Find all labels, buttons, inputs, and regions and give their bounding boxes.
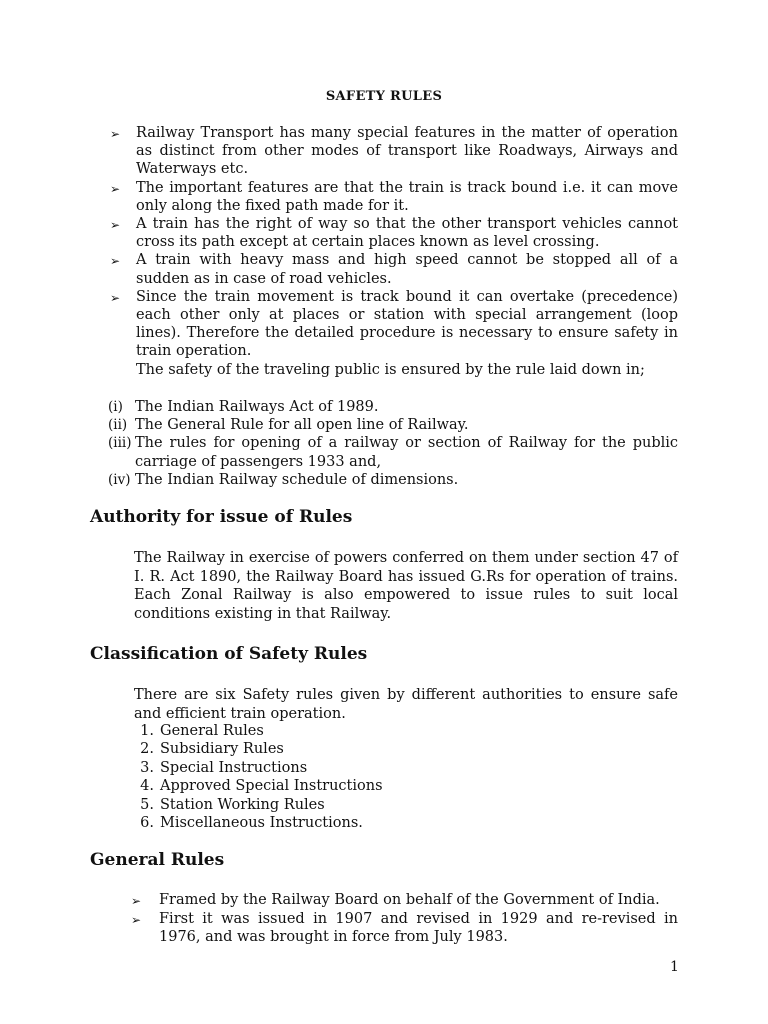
list-item-number: (ii) <box>108 417 128 434</box>
list-item <box>131 910 678 946</box>
list-item-text: The General Rule for all open line of Railway. <box>135 417 469 434</box>
arrowhead-bullet-icon: ➢ <box>110 181 121 196</box>
list-item <box>130 740 678 758</box>
list-item-number: (iv) <box>108 471 131 488</box>
list-item-text: Railway Transport has many special features in the matter of operation as distinct from other modes of transport like Roadways, Airways and Waterways etc. <box>136 125 678 178</box>
authority-heading: Authority for issue of Rules <box>90 507 353 527</box>
arrowhead-bullet-icon: ➢ <box>110 218 121 233</box>
list-item-number: 1. <box>140 723 154 739</box>
list-item-text: The rules for opening of a railway or section of Railway for the public carriage of passengers 1933 and, <box>135 435 678 470</box>
list-item-text: The important features are that the train is track bound i.e. it can move only along the fixed path made for it. <box>136 179 678 214</box>
list-item <box>108 416 678 434</box>
list-item-number: 5. <box>140 796 154 813</box>
list-item-text: Station Working Rules <box>160 796 325 813</box>
safety-followup-text: The safety of the traveling public is ensured by the rule laid down in; <box>136 361 645 378</box>
classification-paragraph: There are six Safety rules given by different authorities to ensure safe and efficient train operation. <box>134 687 678 722</box>
list-item-text: Framed by the Railway Board on behalf of the Government of India. <box>159 892 660 908</box>
list-item <box>130 722 678 740</box>
arrowhead-bullet-icon: ➢ <box>131 894 142 908</box>
list-item <box>110 215 678 251</box>
list-item-number: 6. <box>140 815 154 832</box>
list-item-text: Subsidiary Rules <box>160 741 284 758</box>
acts-list <box>108 398 678 489</box>
list-item <box>110 251 678 287</box>
list-item <box>130 796 678 814</box>
list-item-text: A train has the right of way so that the other transport vehicles cannot cross its path except at certain places known as level crossing. <box>136 216 678 251</box>
list-item-text: Special Instructions <box>160 759 308 776</box>
list-item-text: The Indian Railway schedule of dimensions. <box>135 471 459 488</box>
list-item-number: 2. <box>140 741 154 758</box>
list-item-text: Approved Special Instructions <box>160 778 383 795</box>
list-item <box>130 777 678 795</box>
list-item <box>108 471 678 489</box>
list-item <box>108 398 678 416</box>
list-item <box>130 814 678 832</box>
list-item-text: General Rules <box>160 723 264 739</box>
safety-rules-list <box>130 722 678 832</box>
list-item-text: First it was issued in 1907 and revised in 1929 and re-revised in 1976, and was brought in force from July 1983. <box>159 911 678 946</box>
classification-heading: Classification of Safety Rules <box>90 644 368 664</box>
list-item <box>110 288 678 379</box>
arrowhead-bullet-icon: ➢ <box>110 254 121 269</box>
list-item-number: 4. <box>140 778 154 795</box>
list-item-text: Miscellaneous Instructions. <box>160 815 363 832</box>
page-number: 1 <box>670 959 679 975</box>
list-item-text <box>136 288 678 379</box>
page-title: SAFETY RULES <box>325 89 443 104</box>
list-item <box>110 179 678 215</box>
list-item <box>108 434 678 470</box>
list-item <box>110 124 678 179</box>
list-item-text: The Indian Railways Act of 1989. <box>135 399 379 415</box>
arrowhead-bullet-icon: ➢ <box>110 290 121 305</box>
intro-bullet-list <box>110 124 678 379</box>
list-item-text-main: Since the train movement is track bound it can overtake (precedence) each other only at places or station with special arrangement (loop lines). Therefore the detailed procedure is necessary to ensure safety in train operation. <box>136 288 678 360</box>
arrowhead-bullet-icon: ➢ <box>131 913 142 928</box>
general-rules-heading: General Rules <box>90 850 225 870</box>
list-item-text: A train with heavy mass and high speed cannot be stopped all of a sudden as in case of road vehicles. <box>136 252 678 287</box>
general-rules-bullet-list <box>131 891 678 947</box>
list-item <box>130 759 678 777</box>
arrowhead-bullet-icon: ➢ <box>110 127 121 141</box>
list-item-number: (iii) <box>108 435 132 452</box>
list-item-number: (i) <box>108 399 123 415</box>
list-item <box>131 891 678 910</box>
authority-paragraph: The Railway in exercise of powers conferred on them under section 47 of I. R. Act 1890, the Railway Board has issued G.Rs for operation of trains. Each Zonal Railway is also empowered to issue rules to suit local conditions existing in that Railway. <box>134 550 678 622</box>
list-item-number: 3. <box>140 759 154 776</box>
